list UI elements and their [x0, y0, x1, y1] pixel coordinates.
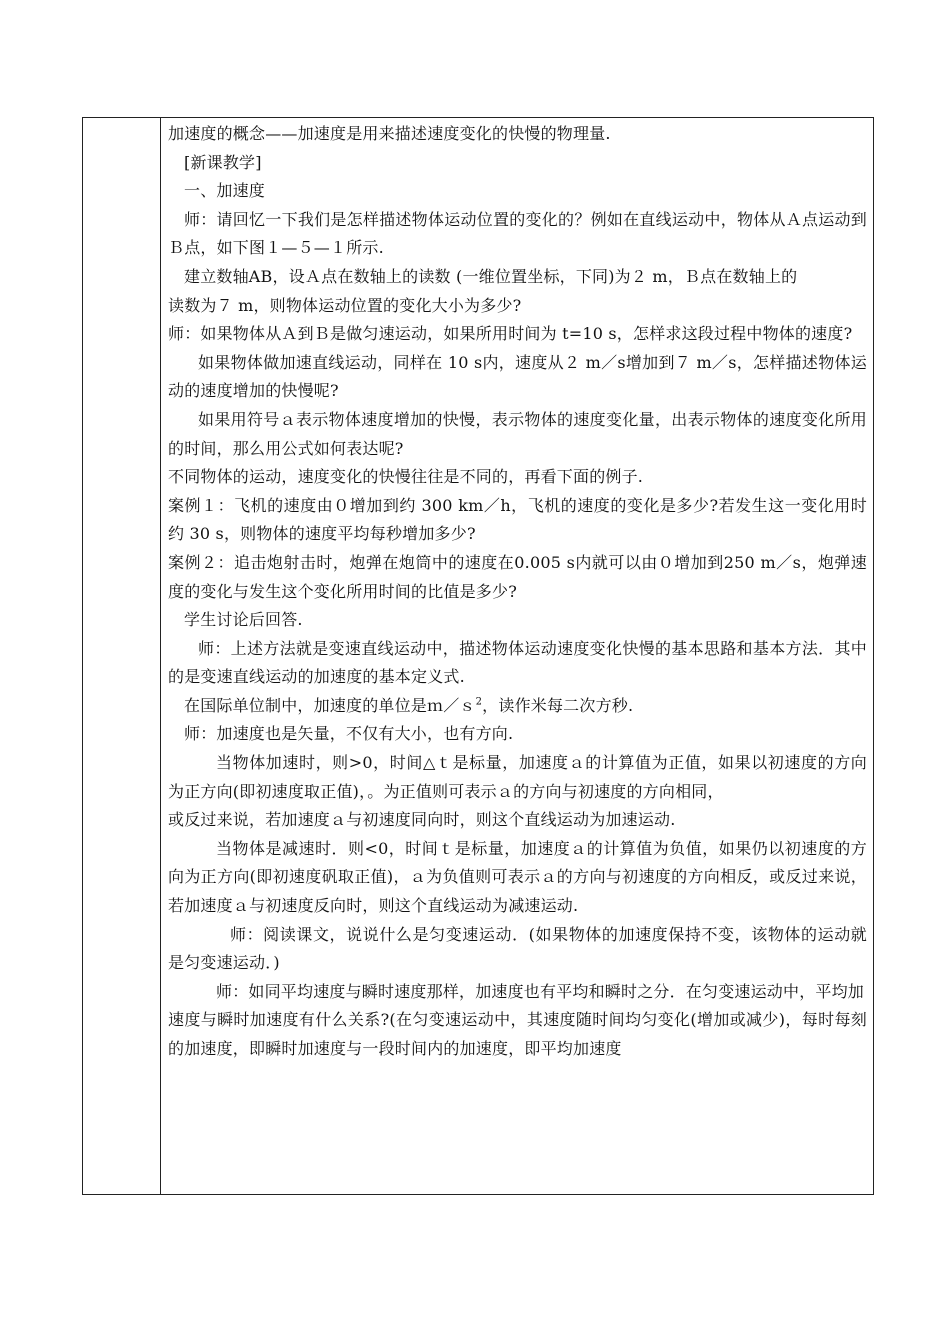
paragraph: 师：如果物体从Ａ到Ｂ是做匀速运动，如果所用时间为 t=10 s，怎样求这段过程中物体的速度?: [168, 324, 853, 344]
paragraph: 案例２：追击炮射击时，炮弹在炮筒中的速度在0.005 s内就可以由０增加到250 m／s，炮弹速度的变化与发生这个变化所用时间的比值是多少?: [168, 552, 867, 601]
paragraph: 建立数轴AB，设Ａ点在数轴上的读数 (一维位置坐标，下同)为２ m，Ｂ点在数轴上的: [184, 266, 798, 286]
paragraph: 案例１：飞机的速度由０增加到约 300 km／h，飞机的速度的变化是多少?若发生这一变化用时约 30 s，则物体的速度平均每秒增加多少?: [168, 495, 867, 544]
paragraph: 如果物体做加速直线运动，同样在 10 s内，速度从２ m／s增加到７ m／s，怎样描述物体运动的速度增加的快慢呢?: [168, 352, 867, 401]
paragraph: 加速度的概念——加速度是用来描述速度变化的快慢的物理量.: [168, 124, 611, 143]
paragraph: 速度与瞬时加速度有什么关系?(在匀变速运动中，其速度随时间均匀变化(增加或减少)，每时每刻的加速度，即瞬时加速度与一段时间内的加速度，即平均加速度: [168, 1010, 867, 1058]
content-cell: [162, 118, 873, 1194]
paragraph: 师：阅读课文，说说什么是匀变速运动．(如果物体的加速度保持不变，该物体的运动就是匀变速运动．): [168, 924, 867, 973]
paragraph: [168, 692, 867, 721]
paragraph: 不同物体的运动，速度变化的快慢往往是不同的，再看下面的例子.: [168, 467, 644, 487]
paragraph: 或反过来说，若加速度ａ与初速度同向时，则这个直线运动为加速运动.: [168, 810, 676, 830]
section-heading: 一、加速度: [184, 181, 266, 201]
paragraph: 当物体加速时，则>0，时间△ｔ是标量，加速度ａ的计算值为正值，如果以初速度的方向为正方向(即初速度取正值)，。为正值则可表示ａ的方向与初速度的方向相同，: [168, 753, 867, 801]
paragraph: 读数为７ m，则物体运动位置的变化大小为多少?: [168, 295, 522, 315]
paragraph: 师：请回忆一下我们是怎样描述物体运动位置的变化的？例如在直线运动中，物体从Ａ点运动到Ｂ点，如下图１—５—１所示.: [168, 209, 867, 258]
lesson-table: [82, 117, 874, 1195]
paragraph: 如果用符号ａ表示物体速度增加的快慢，表示物体的速度变化量，出表示物体的速度变化所用的时间，那么用公式如何表达呢?: [168, 409, 867, 458]
left-column-cell: [83, 118, 161, 1194]
paragraph: 学生讨论后回答.: [184, 610, 303, 630]
superscript: 2: [475, 696, 483, 708]
paragraph: 师：加速度也是矢量，不仅有大小，也有方向.: [184, 724, 514, 744]
paragraph: 师：上述方法就是变速直线运动中，描述物体运动速度变化快慢的基本思路和基本方法．其中的是变速直线运动的加速度的基本定义式.: [168, 638, 867, 687]
unit-text-tail: ，读作米每二次方秒.: [482, 695, 634, 715]
section-heading: [新课教学]: [184, 152, 262, 172]
unit-text: 在国际单位制中，加速度的单位是ｍ／ｓ: [184, 695, 476, 715]
paragraph: 当物体是减速时．则<0，时间ｔ是标量，加速度ａ的计算值为负值，如果仍以初速度的方向为正方向(即初速度矾取正值)，ａ为负值则可表示ａ的方向与初速度的方向相反，或反过来说，若加速度ａ与初速度反向时，则这个直线运动为减速运动.: [168, 838, 867, 916]
paragraph: 师：如同平均速度与瞬时速度那样，加速度也有平均和瞬时之分．在匀变速运动中，平均加: [216, 981, 865, 1001]
